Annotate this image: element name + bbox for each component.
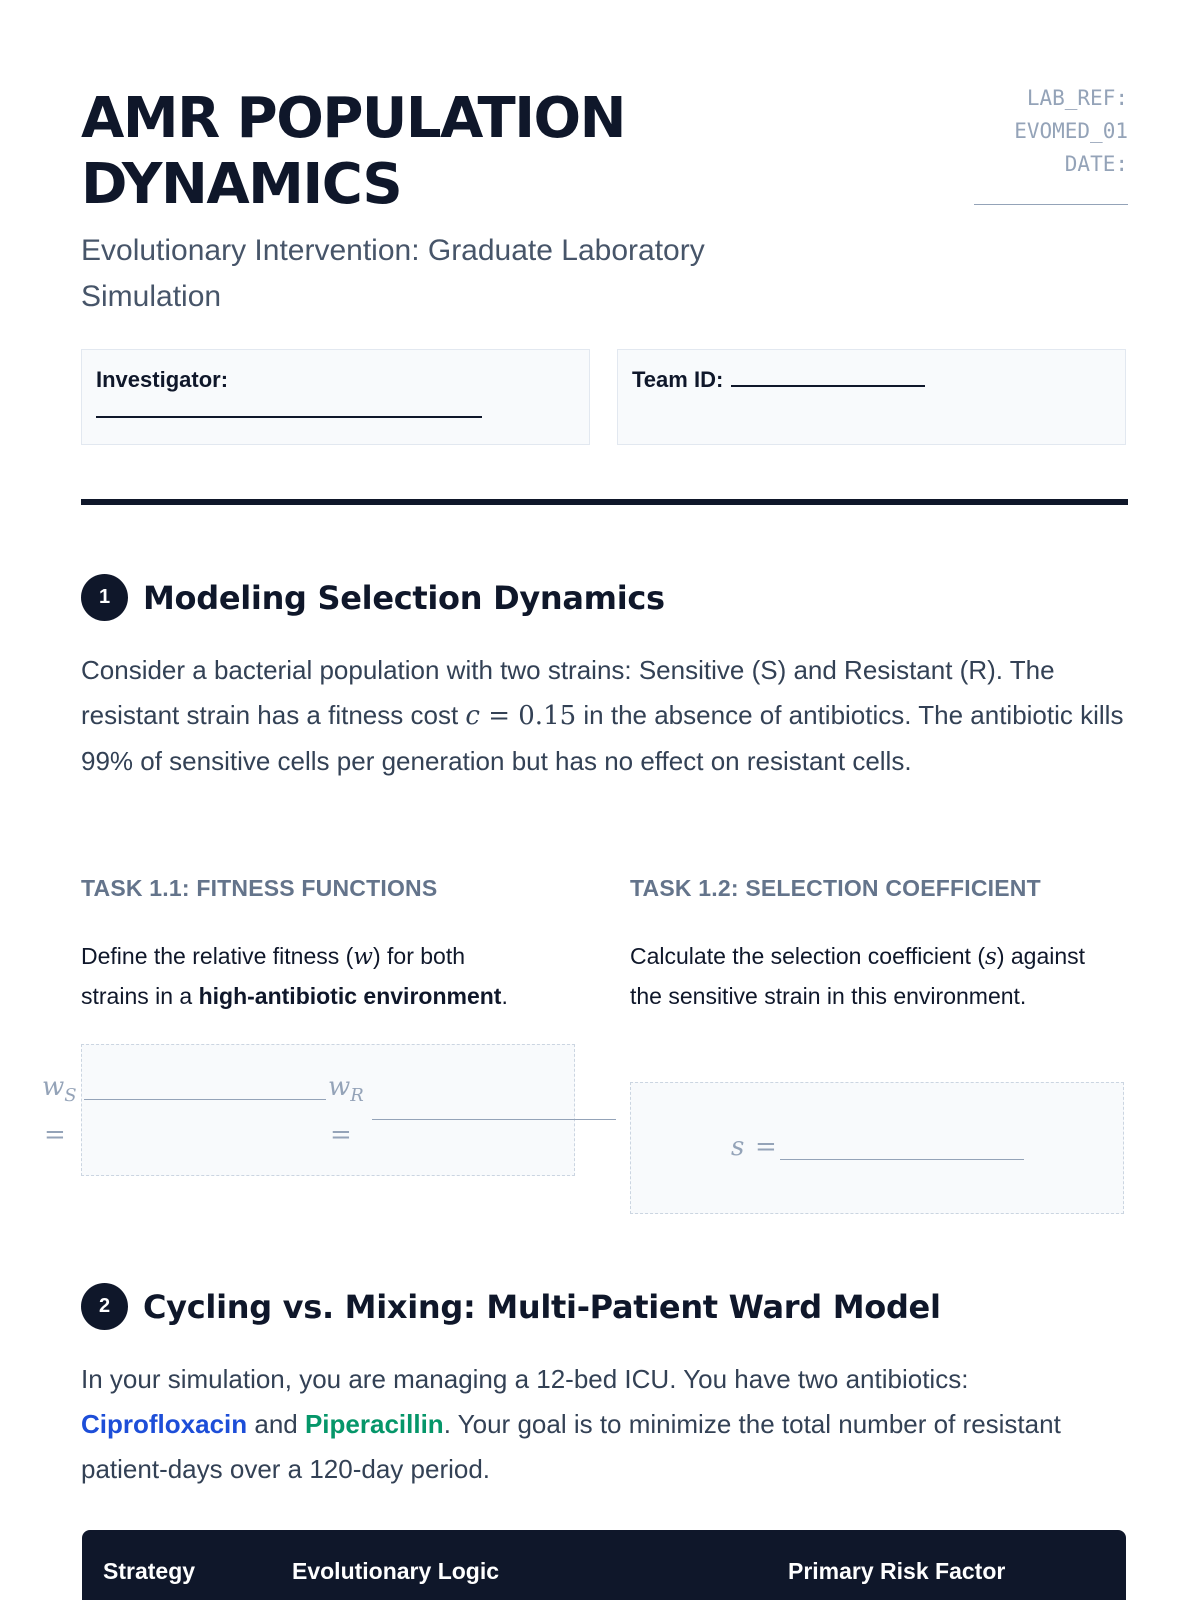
- section-1-header: [81, 574, 665, 621]
- section-2-and: and: [247, 1409, 305, 1439]
- task-1-1-emphasis: high-antibiotic environment: [198, 983, 502, 1009]
- team-id-box: [617, 349, 1126, 445]
- section-2-intro: [81, 1357, 1121, 1492]
- wr-var: w: [328, 1072, 351, 1102]
- s-symbol: s: [731, 1132, 745, 1162]
- page-subtitle: Evolutionary Intervention: Graduate Laboratory Simulation: [81, 234, 705, 313]
- date-label: DATE:: [1064, 152, 1128, 176]
- task-1-1-text-c: .: [501, 983, 508, 1009]
- task-1-1-text-a: Define the relative fitness (: [81, 943, 354, 969]
- wr-equals: =: [330, 1120, 352, 1150]
- section-1-intro: [81, 648, 1141, 784]
- section-1-number: 1: [81, 574, 128, 621]
- task-1-2-text-b: ) against the sensitive strain in this environment.: [630, 943, 1086, 1009]
- strategy-table-header: [82, 1530, 1126, 1600]
- task-1-2-text: [630, 937, 1090, 1016]
- section-2-text-b: . Your goal is to minimize the total number of resistant patient-days over a 120-day period.: [81, 1409, 1061, 1484]
- ws-equals: =: [44, 1120, 66, 1150]
- ws-sub: S: [64, 1085, 77, 1107]
- lab-reference-block: [974, 82, 1128, 205]
- wr-sub: R: [350, 1085, 364, 1107]
- task-1-2-text-a: Calculate the selection coefficient (: [630, 943, 985, 969]
- intro-text-b: in the absence of antibiotics. The antibiotic kills 99% of sensitive cells per generation but has no effect on resistant cells.: [81, 700, 1124, 776]
- task-1-1-label: TASK 1.1: FITNESS FUNCTIONS: [81, 875, 438, 901]
- ws-answer-line[interactable]: [84, 1080, 326, 1100]
- date-blank[interactable]: [974, 185, 1128, 205]
- wr-symbol: [328, 1072, 364, 1106]
- investigator-box: [81, 349, 590, 445]
- section-2-title: Cycling vs. Mixing: Multi-Patient Ward Model: [143, 1287, 941, 1326]
- wr-answer-line[interactable]: [372, 1100, 616, 1120]
- page-title: [81, 86, 781, 218]
- team-id-label: Team ID:: [632, 367, 724, 392]
- investigator-label: Investigator:: [96, 367, 229, 392]
- col-evolutionary-logic: Evolutionary Logic: [292, 1558, 500, 1584]
- col-strategy: Strategy: [103, 1558, 196, 1584]
- task-1-1-text-b: ) for both strains in a: [81, 943, 466, 1009]
- drug-ciprofloxacin: Ciprofloxacin: [81, 1409, 248, 1439]
- intro-text-a: Consider a bacterial population with two strains: Sensitive (S) and Resistant (R). The resistant strain has a fitness cost: [81, 655, 1055, 730]
- title-line-2: DYNAMICS: [81, 152, 402, 217]
- fitness-cost-var: c: [465, 701, 480, 731]
- ws-var: w: [42, 1072, 65, 1102]
- section-2-text-a: In your simulation, you are managing a 12-bed ICU. You have two antibiotics:: [81, 1364, 969, 1394]
- w-var: w: [353, 944, 373, 970]
- col-primary-risk-factor: Primary Risk Factor: [788, 1558, 1006, 1584]
- drug-piperacillin: Piperacillin: [304, 1409, 444, 1439]
- s-answer-line[interactable]: [780, 1140, 1024, 1160]
- title-line-1: AMR POPULATION: [81, 86, 626, 151]
- fitness-cost-value: = 0.15: [479, 701, 577, 731]
- task-1-1-text: [81, 937, 521, 1016]
- ws-symbol: [42, 1072, 77, 1106]
- section-1-title: Modeling Selection Dynamics: [143, 578, 665, 617]
- s-equals: =: [755, 1132, 777, 1162]
- section-2-header: [81, 1283, 941, 1330]
- header-divider: [81, 499, 1128, 505]
- lab-ref-label: LAB_REF:: [1026, 86, 1128, 110]
- investigator-field[interactable]: [96, 398, 482, 418]
- team-id-field[interactable]: [731, 369, 925, 387]
- s-var: s: [985, 944, 997, 970]
- task-1-2-label: TASK 1.2: SELECTION COEFFICIENT: [630, 875, 1041, 901]
- lab-ref-value: EVOMED_01: [1014, 119, 1128, 143]
- section-2-number: 2: [81, 1283, 128, 1330]
